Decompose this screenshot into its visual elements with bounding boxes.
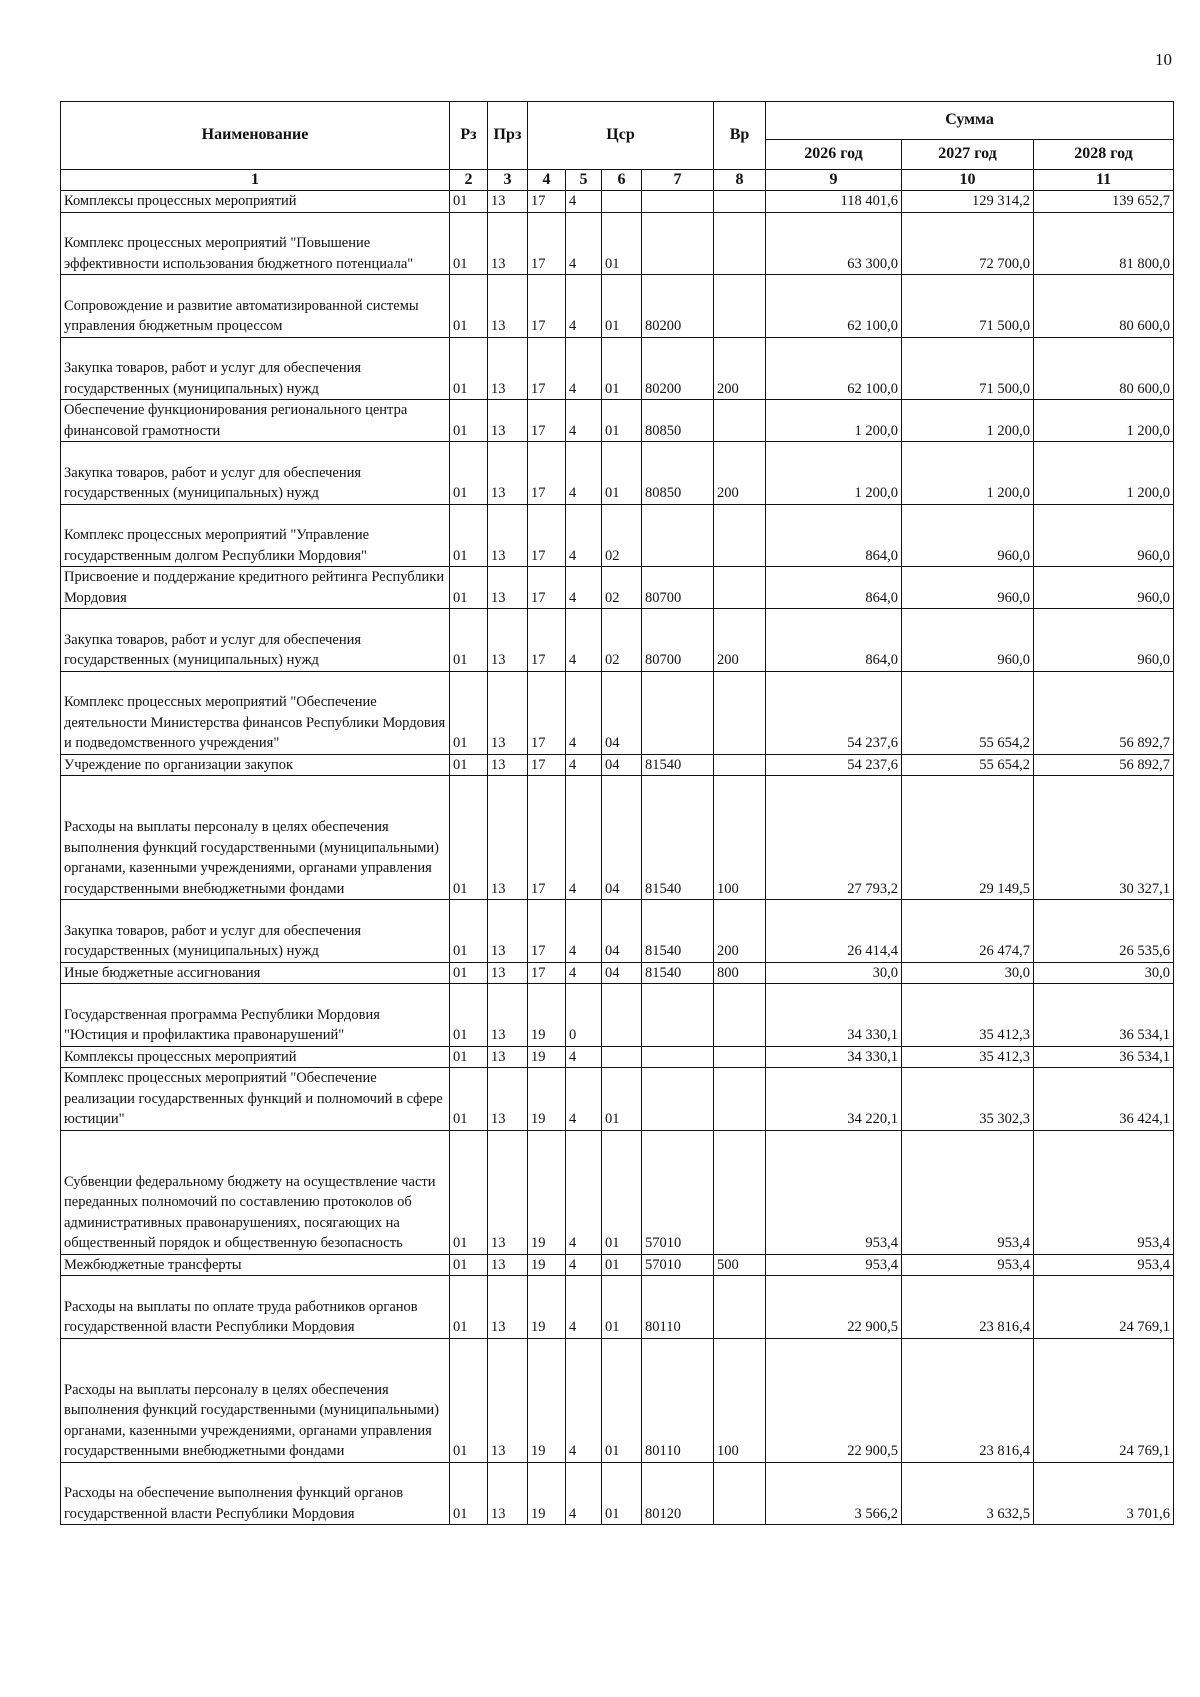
row-csr-4: 17 (528, 900, 566, 963)
row-csr-4: 17 (528, 776, 566, 900)
row-sum-2028: 36 534,1 (1034, 984, 1174, 1047)
row-csr-5: 4 (566, 275, 602, 338)
row-rz: 01 (450, 275, 488, 338)
row-prz: 13 (488, 567, 528, 609)
row-csr-5: 4 (566, 962, 602, 984)
row-csr-7: 81540 (642, 754, 714, 776)
row-csr-4: 17 (528, 400, 566, 442)
row-csr-7 (642, 671, 714, 754)
row-prz: 13 (488, 1462, 528, 1525)
row-sum-2027: 3 632,5 (902, 1462, 1034, 1525)
row-csr-5: 4 (566, 337, 602, 400)
row-rz: 01 (450, 900, 488, 963)
row-csr-7: 81540 (642, 962, 714, 984)
row-name: Иные бюджетные ассигнования (61, 962, 450, 984)
row-csr-4: 17 (528, 212, 566, 275)
row-prz: 13 (488, 1068, 528, 1131)
row-sum-2026: 22 900,5 (766, 1276, 902, 1339)
row-sum-2028: 30 327,1 (1034, 776, 1174, 900)
row-vr (714, 1130, 766, 1254)
column-number: 3 (488, 170, 528, 191)
row-sum-2027: 26 474,7 (902, 900, 1034, 963)
row-sum-2028: 80 600,0 (1034, 337, 1174, 400)
row-vr: 500 (714, 1254, 766, 1276)
row-vr: 100 (714, 776, 766, 900)
row-csr-4: 17 (528, 275, 566, 338)
row-prz: 13 (488, 504, 528, 567)
row-rz: 01 (450, 671, 488, 754)
row-vr: 800 (714, 962, 766, 984)
row-name: Расходы на выплаты персоналу в целях обеспечения выполнения функций государственными (муниципальными) органами, казенными учреждениями, органами управления государственными внебюджетными фондами (61, 776, 450, 900)
row-csr-5: 4 (566, 1254, 602, 1276)
row-name: Государственная программа Республики Мордовия "Юстиция и профилактика правонарушений" (61, 984, 450, 1047)
row-csr-4: 17 (528, 754, 566, 776)
table-row (61, 900, 1174, 963)
row-sum-2027: 35 412,3 (902, 1046, 1034, 1068)
row-csr-5: 4 (566, 567, 602, 609)
table-row (61, 442, 1174, 505)
row-rz: 01 (450, 400, 488, 442)
row-name: Комплексы процессных мероприятий (61, 191, 450, 213)
row-csr-4: 19 (528, 1130, 566, 1254)
row-csr-7: 57010 (642, 1254, 714, 1276)
row-csr-6: 01 (602, 1254, 642, 1276)
row-sum-2028: 24 769,1 (1034, 1338, 1174, 1462)
table-row (61, 962, 1174, 984)
table-body (61, 191, 1174, 1525)
column-number: 9 (766, 170, 902, 191)
row-rz: 01 (450, 1046, 488, 1068)
table-row (61, 754, 1174, 776)
row-sum-2026: 34 330,1 (766, 984, 902, 1047)
column-number: 6 (602, 170, 642, 191)
row-sum-2028: 960,0 (1034, 504, 1174, 567)
row-name: Закупка товаров, работ и услуг для обеспечения государственных (муниципальных) нужд (61, 442, 450, 505)
row-csr-7: 80200 (642, 275, 714, 338)
row-rz: 01 (450, 212, 488, 275)
row-sum-2028: 24 769,1 (1034, 1276, 1174, 1339)
row-rz: 01 (450, 1254, 488, 1276)
table-row (61, 212, 1174, 275)
row-sum-2028: 36 534,1 (1034, 1046, 1174, 1068)
row-sum-2027: 30,0 (902, 962, 1034, 984)
row-csr-5: 4 (566, 191, 602, 213)
table-row (61, 567, 1174, 609)
row-vr (714, 1068, 766, 1131)
row-csr-7: 80850 (642, 442, 714, 505)
row-csr-7: 80700 (642, 609, 714, 672)
row-csr-6: 01 (602, 337, 642, 400)
row-name: Субвенции федеральному бюджету на осуществление части переданных полномочий по составлению протоколов об административных правонарушениях, посягающих на общественный порядок и общественную безопасность (61, 1130, 450, 1254)
column-number: 8 (714, 170, 766, 191)
row-sum-2026: 34 220,1 (766, 1068, 902, 1131)
row-sum-2027: 29 149,5 (902, 776, 1034, 900)
row-name: Комплекс процессных мероприятий "Управление государственным долгом Республики Мордовия" (61, 504, 450, 567)
row-prz: 13 (488, 984, 528, 1047)
header-year-2028: 2028 год (1034, 140, 1174, 170)
row-csr-4: 17 (528, 191, 566, 213)
header-prz: Прз (488, 102, 528, 170)
row-sum-2027: 129 314,2 (902, 191, 1034, 213)
row-csr-5: 4 (566, 1068, 602, 1131)
row-sum-2027: 71 500,0 (902, 337, 1034, 400)
row-name: Закупка товаров, работ и услуг для обеспечения государственных (муниципальных) нужд (61, 900, 450, 963)
table-row (61, 1276, 1174, 1339)
row-sum-2028: 139 652,7 (1034, 191, 1174, 213)
row-csr-5: 4 (566, 504, 602, 567)
row-sum-2027: 953,4 (902, 1130, 1034, 1254)
row-csr-4: 17 (528, 609, 566, 672)
table-row (61, 275, 1174, 338)
row-vr (714, 1462, 766, 1525)
row-sum-2027: 35 412,3 (902, 984, 1034, 1047)
row-prz: 13 (488, 1254, 528, 1276)
row-rz: 01 (450, 504, 488, 567)
row-prz: 13 (488, 1276, 528, 1339)
row-sum-2026: 34 330,1 (766, 1046, 902, 1068)
row-csr-7 (642, 1046, 714, 1068)
budget-table (60, 101, 1174, 1525)
row-csr-5: 4 (566, 1338, 602, 1462)
table-row (61, 984, 1174, 1047)
table-row (61, 1068, 1174, 1131)
row-csr-5: 4 (566, 400, 602, 442)
row-rz: 01 (450, 609, 488, 672)
row-csr-7: 80110 (642, 1338, 714, 1462)
row-vr: 100 (714, 1338, 766, 1462)
row-prz: 13 (488, 1338, 528, 1462)
row-sum-2028: 1 200,0 (1034, 400, 1174, 442)
row-csr-4: 19 (528, 1462, 566, 1525)
header-vr: Вр (714, 102, 766, 170)
row-csr-4: 17 (528, 567, 566, 609)
row-csr-5: 4 (566, 776, 602, 900)
row-sum-2026: 1 200,0 (766, 400, 902, 442)
row-sum-2028: 56 892,7 (1034, 671, 1174, 754)
row-csr-6: 02 (602, 609, 642, 672)
row-vr (714, 275, 766, 338)
column-number: 5 (566, 170, 602, 191)
row-sum-2028: 953,4 (1034, 1130, 1174, 1254)
row-csr-4: 17 (528, 962, 566, 984)
row-rz: 01 (450, 984, 488, 1047)
table-row (61, 400, 1174, 442)
table-row (61, 671, 1174, 754)
row-prz: 13 (488, 1046, 528, 1068)
row-prz: 13 (488, 900, 528, 963)
row-rz: 01 (450, 191, 488, 213)
row-vr (714, 212, 766, 275)
row-sum-2027: 23 816,4 (902, 1276, 1034, 1339)
column-number: 7 (642, 170, 714, 191)
row-sum-2028: 30,0 (1034, 962, 1174, 984)
row-vr (714, 567, 766, 609)
table-row (61, 1338, 1174, 1462)
row-rz: 01 (450, 754, 488, 776)
row-sum-2027: 23 816,4 (902, 1338, 1034, 1462)
row-sum-2027: 1 200,0 (902, 442, 1034, 505)
row-sum-2028: 3 701,6 (1034, 1462, 1174, 1525)
row-vr (714, 400, 766, 442)
row-sum-2027: 1 200,0 (902, 400, 1034, 442)
row-csr-7: 81540 (642, 776, 714, 900)
row-csr-5: 4 (566, 1130, 602, 1254)
row-name: Комплекс процессных мероприятий "Повышение эффективности использования бюджетного потенциала" (61, 212, 450, 275)
row-csr-7: 57010 (642, 1130, 714, 1254)
row-csr-7: 80200 (642, 337, 714, 400)
row-csr-7: 81540 (642, 900, 714, 963)
row-name: Расходы на обеспечение выполнения функций органов государственной власти Республики Мордовия (61, 1462, 450, 1525)
row-vr (714, 504, 766, 567)
row-name: Межбюджетные трансферты (61, 1254, 450, 1276)
row-name: Учреждение по организации закупок (61, 754, 450, 776)
row-sum-2027: 55 654,2 (902, 671, 1034, 754)
row-csr-6: 01 (602, 1338, 642, 1462)
row-prz: 13 (488, 337, 528, 400)
row-rz: 01 (450, 337, 488, 400)
table-row (61, 776, 1174, 900)
page-number: 10 (1155, 50, 1172, 69)
column-number: 11 (1034, 170, 1174, 191)
table-row (61, 504, 1174, 567)
row-vr: 200 (714, 442, 766, 505)
row-sum-2026: 953,4 (766, 1254, 902, 1276)
row-csr-7: 80120 (642, 1462, 714, 1525)
table-row (61, 609, 1174, 672)
row-sum-2028: 36 424,1 (1034, 1068, 1174, 1131)
table-row (61, 1254, 1174, 1276)
row-prz: 13 (488, 191, 528, 213)
row-csr-5: 4 (566, 754, 602, 776)
row-vr: 200 (714, 900, 766, 963)
row-sum-2026: 62 100,0 (766, 337, 902, 400)
row-csr-4: 19 (528, 1254, 566, 1276)
row-csr-5: 4 (566, 1276, 602, 1339)
row-vr (714, 191, 766, 213)
row-name: Комплекс процессных мероприятий "Обеспечение деятельности Министерства финансов Республики Мордовия и подведомственного учреждения" (61, 671, 450, 754)
row-vr: 200 (714, 337, 766, 400)
row-sum-2026: 864,0 (766, 567, 902, 609)
row-csr-6: 02 (602, 504, 642, 567)
row-vr (714, 1276, 766, 1339)
row-sum-2027: 960,0 (902, 504, 1034, 567)
row-csr-5: 4 (566, 1046, 602, 1068)
row-csr-4: 17 (528, 504, 566, 567)
row-sum-2028: 1 200,0 (1034, 442, 1174, 505)
table-row (61, 1046, 1174, 1068)
row-name: Расходы на выплаты по оплате труда работников органов государственной власти Республики Мордовия (61, 1276, 450, 1339)
column-number: 1 (61, 170, 450, 191)
row-prz: 13 (488, 1130, 528, 1254)
header-csr: Цср (528, 102, 714, 170)
row-csr-6: 02 (602, 567, 642, 609)
row-csr-6: 01 (602, 1276, 642, 1339)
row-name: Присвоение и поддержание кредитного рейтинга Республики Мордовия (61, 567, 450, 609)
row-csr-7 (642, 1068, 714, 1131)
row-csr-6: 01 (602, 1068, 642, 1131)
row-prz: 13 (488, 212, 528, 275)
row-rz: 01 (450, 1338, 488, 1462)
row-csr-6: 04 (602, 754, 642, 776)
row-prz: 13 (488, 754, 528, 776)
row-sum-2028: 953,4 (1034, 1254, 1174, 1276)
header-year-2026: 2026 год (766, 140, 902, 170)
row-sum-2026: 864,0 (766, 609, 902, 672)
row-sum-2027: 72 700,0 (902, 212, 1034, 275)
row-name: Расходы на выплаты персоналу в целях обеспечения выполнения функций государственными (муниципальными) органами, казенными учреждениями, органами управления государственными внебюджетными фондами (61, 1338, 450, 1462)
row-csr-5: 4 (566, 442, 602, 505)
row-sum-2026: 54 237,6 (766, 671, 902, 754)
row-csr-6: 01 (602, 275, 642, 338)
row-prz: 13 (488, 609, 528, 672)
row-rz: 01 (450, 776, 488, 900)
row-rz: 01 (450, 1130, 488, 1254)
row-csr-4: 17 (528, 337, 566, 400)
row-prz: 13 (488, 962, 528, 984)
row-csr-6: 01 (602, 400, 642, 442)
row-sum-2027: 71 500,0 (902, 275, 1034, 338)
row-sum-2026: 118 401,6 (766, 191, 902, 213)
row-name: Сопровождение и развитие автоматизированной системы управления бюджетным процессом (61, 275, 450, 338)
row-name: Закупка товаров, работ и услуг для обеспечения государственных (муниципальных) нужд (61, 609, 450, 672)
row-rz: 01 (450, 1068, 488, 1131)
row-sum-2026: 26 414,4 (766, 900, 902, 963)
row-csr-6: 01 (602, 442, 642, 505)
row-rz: 01 (450, 442, 488, 505)
row-csr-4: 19 (528, 1046, 566, 1068)
row-csr-5: 0 (566, 984, 602, 1047)
row-csr-4: 19 (528, 1338, 566, 1462)
row-prz: 13 (488, 400, 528, 442)
row-sum-2026: 54 237,6 (766, 754, 902, 776)
table-row (61, 191, 1174, 213)
row-csr-6: 04 (602, 776, 642, 900)
row-vr: 200 (714, 609, 766, 672)
row-csr-6: 01 (602, 212, 642, 275)
row-csr-5: 4 (566, 609, 602, 672)
column-number: 2 (450, 170, 488, 191)
row-csr-6: 04 (602, 671, 642, 754)
row-name: Комплекс процессных мероприятий "Обеспечение реализации государственных функций и полномочий в сфере юстиции" (61, 1068, 450, 1131)
column-numbers-row (61, 170, 1174, 191)
row-csr-7 (642, 212, 714, 275)
row-sum-2026: 1 200,0 (766, 442, 902, 505)
row-sum-2027: 55 654,2 (902, 754, 1034, 776)
row-csr-6 (602, 984, 642, 1047)
row-csr-7 (642, 191, 714, 213)
row-sum-2027: 35 302,3 (902, 1068, 1034, 1131)
row-sum-2028: 26 535,6 (1034, 900, 1174, 963)
row-csr-7: 80850 (642, 400, 714, 442)
row-prz: 13 (488, 671, 528, 754)
row-sum-2028: 960,0 (1034, 567, 1174, 609)
row-sum-2026: 27 793,2 (766, 776, 902, 900)
row-sum-2026: 30,0 (766, 962, 902, 984)
row-sum-2026: 3 566,2 (766, 1462, 902, 1525)
row-prz: 13 (488, 275, 528, 338)
row-rz: 01 (450, 567, 488, 609)
row-csr-7 (642, 984, 714, 1047)
row-csr-5: 4 (566, 671, 602, 754)
row-vr (714, 671, 766, 754)
row-name: Закупка товаров, работ и услуг для обеспечения государственных (муниципальных) нужд (61, 337, 450, 400)
row-rz: 01 (450, 1462, 488, 1525)
row-sum-2026: 22 900,5 (766, 1338, 902, 1462)
row-sum-2028: 56 892,7 (1034, 754, 1174, 776)
row-sum-2026: 864,0 (766, 504, 902, 567)
table-row (61, 1462, 1174, 1525)
row-csr-5: 4 (566, 900, 602, 963)
row-sum-2027: 960,0 (902, 609, 1034, 672)
row-sum-2028: 81 800,0 (1034, 212, 1174, 275)
row-vr (714, 984, 766, 1047)
row-csr-5: 4 (566, 1462, 602, 1525)
row-csr-6: 01 (602, 1130, 642, 1254)
row-sum-2027: 960,0 (902, 567, 1034, 609)
row-sum-2026: 63 300,0 (766, 212, 902, 275)
row-csr-4: 19 (528, 984, 566, 1047)
row-sum-2027: 953,4 (902, 1254, 1034, 1276)
row-csr-6: 01 (602, 1462, 642, 1525)
row-prz: 13 (488, 776, 528, 900)
row-prz: 13 (488, 442, 528, 505)
column-number: 10 (902, 170, 1034, 191)
table-row (61, 1130, 1174, 1254)
row-csr-6: 04 (602, 962, 642, 984)
row-csr-5: 4 (566, 212, 602, 275)
row-rz: 01 (450, 1276, 488, 1339)
row-sum-2028: 960,0 (1034, 609, 1174, 672)
row-vr (714, 754, 766, 776)
header-sum: Сумма (766, 102, 1174, 140)
header-rz: Рз (450, 102, 488, 170)
row-vr (714, 1046, 766, 1068)
row-csr-6 (602, 1046, 642, 1068)
row-csr-7: 80700 (642, 567, 714, 609)
row-csr-7: 80110 (642, 1276, 714, 1339)
row-csr-4: 17 (528, 442, 566, 505)
column-number: 4 (528, 170, 566, 191)
header-name: Наименование (61, 102, 450, 170)
row-name: Комплексы процессных мероприятий (61, 1046, 450, 1068)
header-year-2027: 2027 год (902, 140, 1034, 170)
row-sum-2026: 953,4 (766, 1130, 902, 1254)
row-csr-4: 19 (528, 1068, 566, 1131)
row-sum-2028: 80 600,0 (1034, 275, 1174, 338)
row-csr-4: 17 (528, 671, 566, 754)
row-csr-6: 04 (602, 900, 642, 963)
row-name: Обеспечение функционирования регионального центра финансовой грамотности (61, 400, 450, 442)
row-rz: 01 (450, 962, 488, 984)
row-csr-7 (642, 504, 714, 567)
row-csr-4: 19 (528, 1276, 566, 1339)
row-sum-2026: 62 100,0 (766, 275, 902, 338)
table-row (61, 337, 1174, 400)
row-csr-6 (602, 191, 642, 213)
